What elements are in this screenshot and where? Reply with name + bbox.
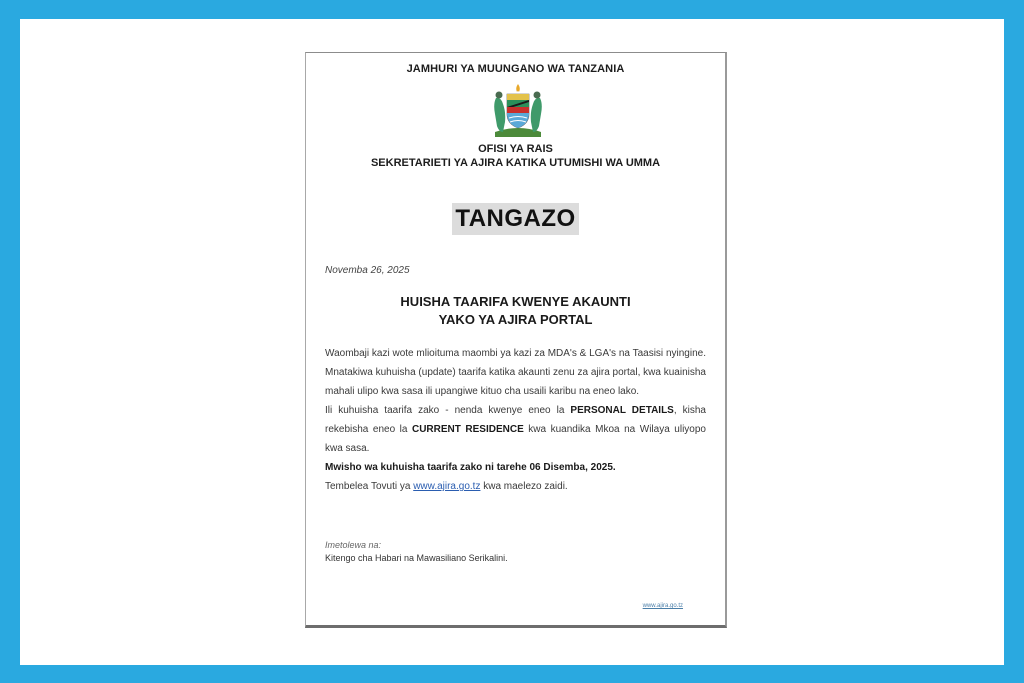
office-line-2: SEKRETARIETI YA AJIRA KATIKA UTUMISHI WA UMMA xyxy=(370,157,661,169)
para2-text-pre: Ili kuhuisha taarifa zako - nenda kwenye eneo la xyxy=(325,405,571,416)
issued-by-label: Imetolewa na: xyxy=(325,540,382,550)
office-heading xyxy=(306,142,725,170)
ajira-website-link[interactable]: www.ajira.go.tz xyxy=(413,481,481,492)
visit-website-line xyxy=(325,477,706,496)
body-paragraph-2 xyxy=(325,401,706,458)
title-wrapper xyxy=(306,203,725,235)
para2-text-mid: , kisha rekebisha eneo la xyxy=(325,405,706,435)
para2-text-post: kwa kuandika Mkoa na Wilaya uliyopo kwa sasa. xyxy=(325,424,706,454)
visit-text-pre: Tembelea Tovuti ya xyxy=(325,481,414,492)
subject-line-2: YAKO YA AJIRA PORTAL xyxy=(438,312,593,327)
personal-details-label: PERSONAL DETAILS xyxy=(570,405,674,416)
footer-website-link[interactable]: www.ajira.go.tz xyxy=(642,603,683,609)
republic-heading: JAMHURI YA MUUNGANO WA TANZANIA xyxy=(406,63,625,75)
issued-by-name: Kitengo cha Habari na Mawasiliano Serikalini. xyxy=(325,553,508,563)
current-residence-label: CURRENT RESIDENCE xyxy=(411,424,524,435)
body-paragraph-1: Waombaji kazi wote mlioituma maombi ya kazi za MDA's & LGA's na Taasisi nyingine. Mnatakiwa kuhuisha (update) taarifa katika akaunti zenu za ajira portal, kwa kuainisha mahali ulipo kwa sasa ili upangiwe kituo cha usaili karibu na eneo lako. xyxy=(325,348,706,397)
announcement-title: TANGAZO xyxy=(452,203,578,235)
office-line-1: OFISI YA RAIS xyxy=(478,143,553,155)
subject-line-1: HUISHA TAARIFA KWENYE AKAUNTI xyxy=(400,294,631,309)
announcement-body xyxy=(325,344,706,496)
visit-text-post: kwa maelezo zaidi. xyxy=(480,481,568,492)
subject-heading xyxy=(306,293,725,329)
deadline-notice: Mwisho wa kuhuisha taarifa zako ni tarehe 06 Disemba, 2025. xyxy=(325,462,616,473)
announcement-page xyxy=(305,52,727,628)
issued-by-block xyxy=(325,539,508,565)
tanzania-coat-of-arms-icon xyxy=(489,82,547,138)
announcement-date: Novemba 26, 2025 xyxy=(325,265,410,276)
